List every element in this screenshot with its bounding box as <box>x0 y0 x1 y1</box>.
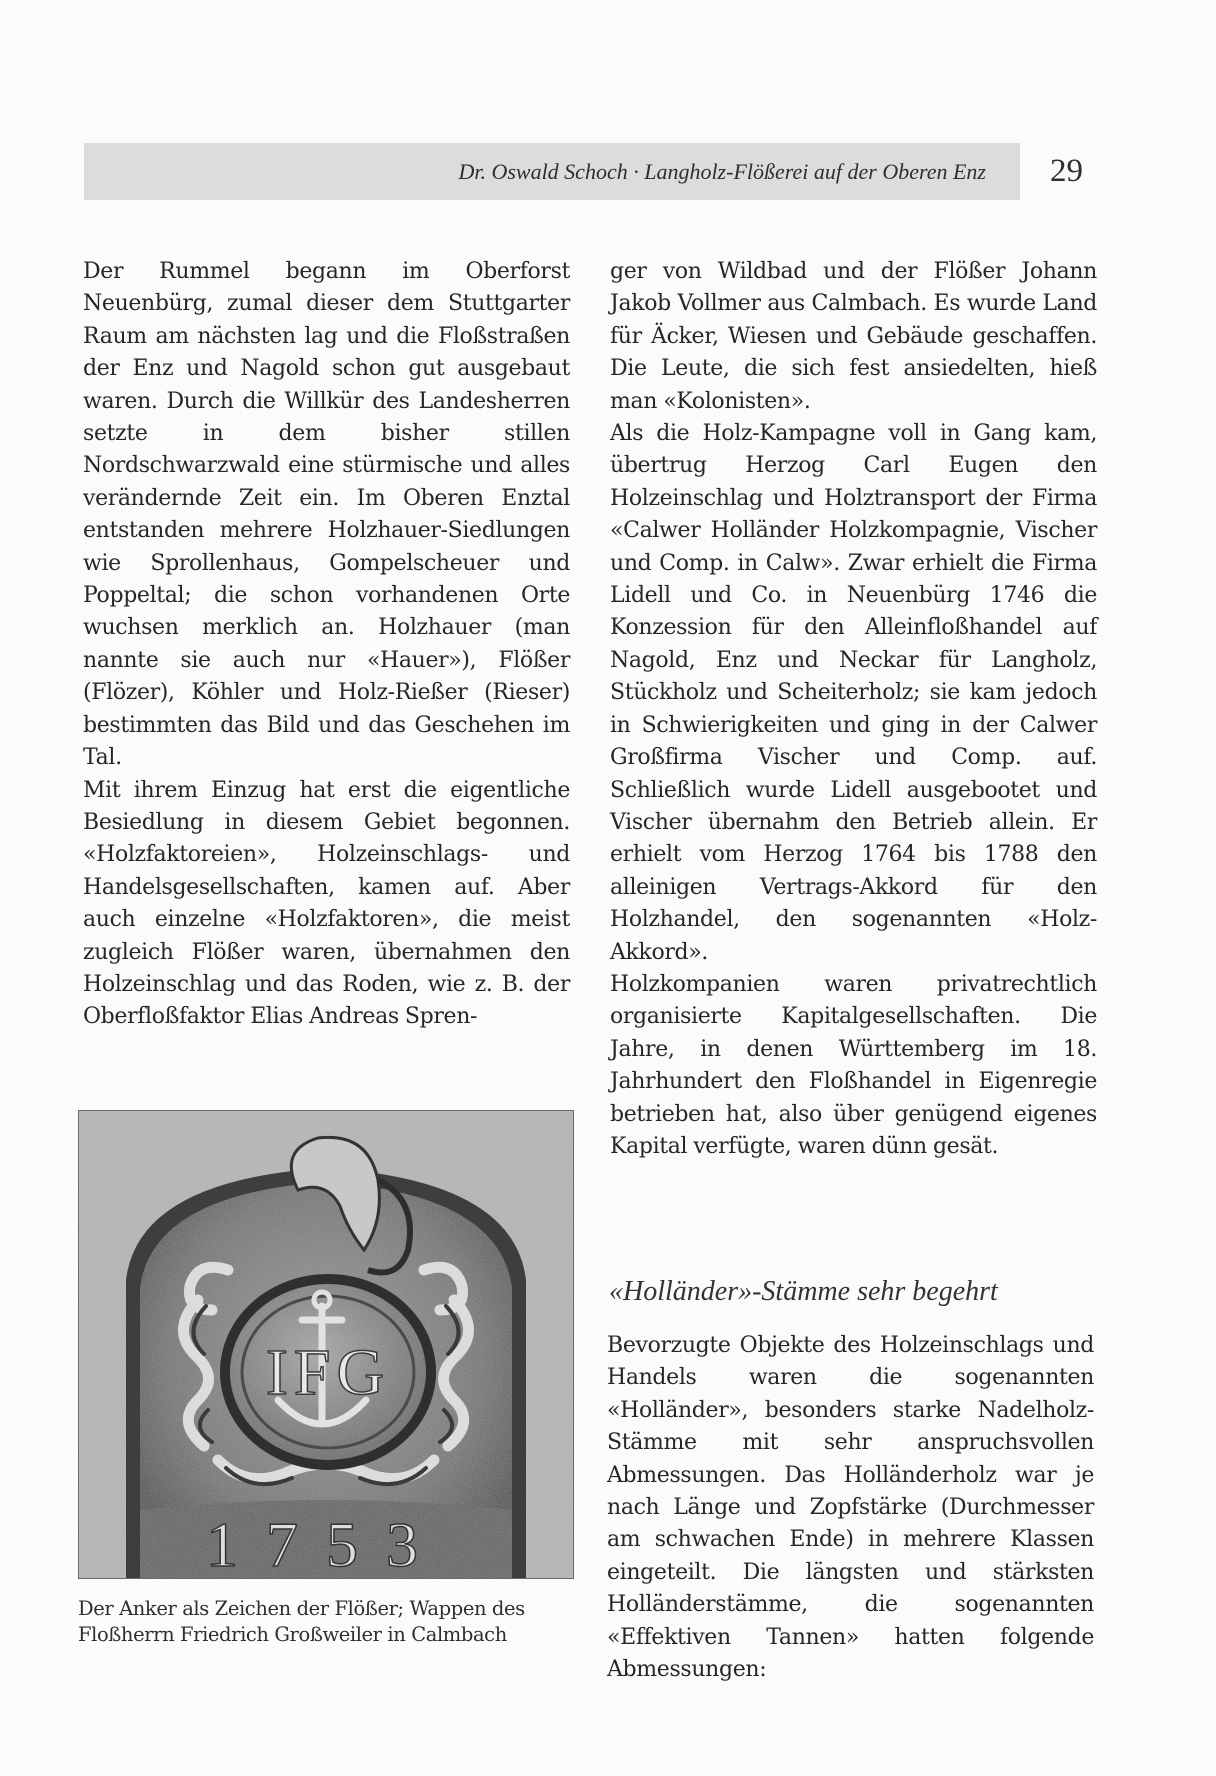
running-title: Dr. Oswald Schoch · Langholz-Flößerei auf der Oberen Enz <box>458 159 986 184</box>
paragraph: Der Rummel begann im Oberforst Neuenbürg, zumal dieser dem Stuttgarter Raum am nächsten lag und die Floßstraßen der Enz und Nagold schon gut ausgebaut waren. Durch die Willkür des Landesherren setzte in dem bisher stillen Nordschwarzwald eine stürmische und alles verändernde Zeit ein. Im Oberen Enztal entstanden mehrere Holzhauer-Siedlungen wie Sprollenhaus, Gompelscheuer und Poppeltal; die schon vorhandenen Orte wuchsen merklich an. Holzhauer (man nannte sie auch nur «Hauer»), Flößer (Flözer), Köhler und Holz-Rießer (Rieser) bestimmten das Bild und das Geschehen im Tal. <box>83 259 570 771</box>
left-column <box>83 256 570 1034</box>
paragraph: Mit ihrem Einzug hat erst die eigentliche Besiedlung in diesem Gebiet begonnen. «Holzfaktoreien», Holzeinschlags- und Handelsgesellschaften, kamen auf. Aber auch einzelne «Holzfaktoren», die meist zugleich Flößer waren, übernahmen den Holzeinschlag und das Roden, wie z. B. der Oberfloßfaktor Elias Andreas Spren- <box>83 777 570 1030</box>
paragraph: Holzkompanien waren privatrechtlich organisierte Kapitalgesellschaften. Die Jahre, in denen Württemberg im 18. Jahrhundert den Floßhandel in Eigenregie betrieben hat, also über genügend eigenes Kapital verfügte, waren dünn gesät. <box>610 971 1097 1159</box>
coat-of-arms-photo <box>78 1110 574 1579</box>
coat-of-arms-relief-image <box>78 1110 574 1579</box>
right-column <box>610 256 1097 1163</box>
paragraph: Als die Holz-Kampagne voll in Gang kam, übertrug Herzog Carl Eugen den Holzeinschlag und Holztransport der Firma «Calwer Holländer Holzkompagnie, Vischer und Comp. in Calw». Zwar erhielt die Firma Lidell und Co. in Neuenbürg 1746 die Konzession für den Alleinfloßhandel auf Nagold, Enz und Neckar für Langholz, Stückholz und Scheiterholz; sie kam jedoch in Schwierigkeiten und ging in der Calwer Großfirma Vischer und Comp. auf. Schließlich wurde Lidell ausgebootet und Vischer übernahm den Betrieb allein. Er erhielt vom Herzog 1764 bis 1788 den alleinigen Vertrags-Akkord für den Holzhandel, den sogenannten «Holz-Akkord». <box>610 421 1097 965</box>
carved-year: 1753 <box>206 1509 446 1579</box>
caption-line: Der Anker als Zeichen der Flößer; Wappen des <box>78 1597 525 1620</box>
paragraph: Bevorzugte Objekte des Holzeinschlags und Handels waren die sogenannten «Holländer», besonders starke Nadelholz-Stämme mit sehr anspruchsvollen Abmessungen. Das Holländerholz war je nach Länge und Zopfstärke (Durchmesser am schwachen Ende) in mehrere Klassen eingeteilt. Die längsten und stärksten Holländerstämme, die sogenannten «Effektiven Tannen» hatten folgende Abmessungen: <box>607 1333 1094 1683</box>
running-header <box>84 143 1020 200</box>
section-body <box>607 1330 1094 1686</box>
caption-line: Floßherrn Friedrich Großweiler in Calmbach <box>78 1623 507 1646</box>
section-heading: «Holländer»-Stämme sehr begehrt <box>609 1276 998 1307</box>
figure-caption <box>78 1596 578 1648</box>
page-number: 29 <box>1050 153 1083 189</box>
paragraph: ger von Wildbad und der Flößer Johann Jakob Vollmer aus Calmbach. Es wurde Land für Äcker, Wiesen und Gebäude geschaffen. Die Leute, die sich fest ansiedelten, hieß man «Kolonisten». <box>610 259 1097 414</box>
carved-initials: IFG <box>265 1336 391 1409</box>
